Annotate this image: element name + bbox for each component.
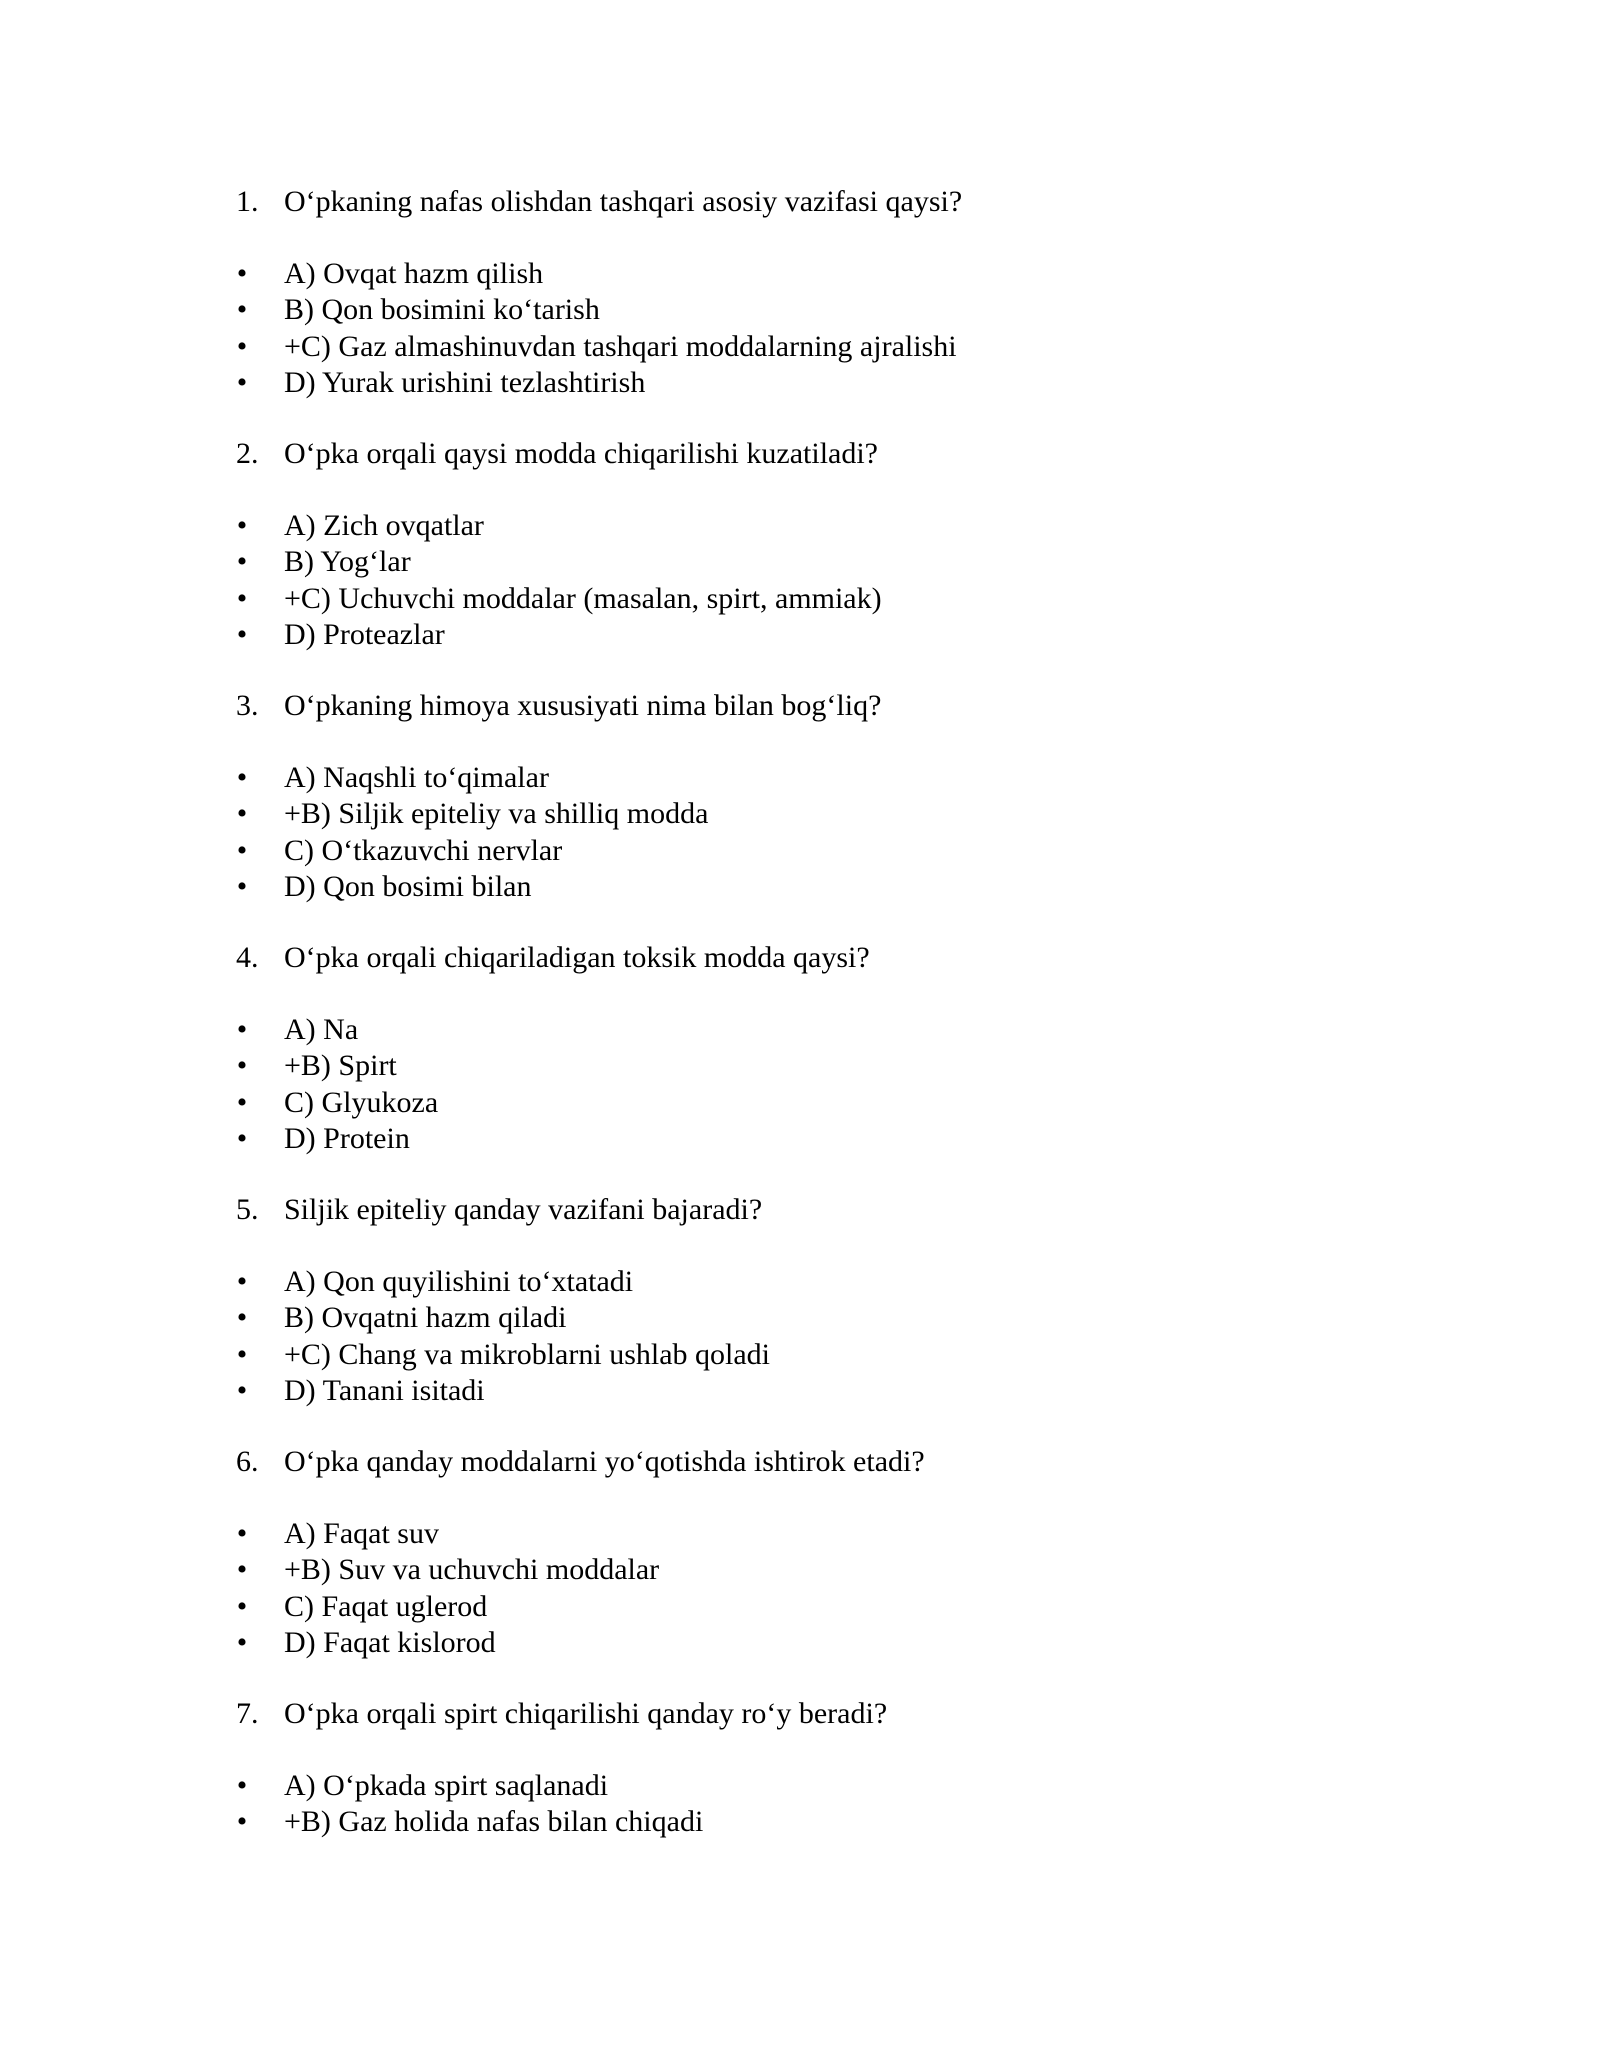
question-text: Siljik epiteliy qanday vazifani bajaradi?	[284, 1193, 763, 1226]
answer-option	[236, 1337, 1436, 1373]
bullet-icon: •	[236, 1049, 248, 1083]
bullet-icon: •	[236, 797, 248, 831]
answer-option-text: A) Zich ovqatlar	[284, 509, 484, 542]
question-line	[236, 436, 1436, 472]
question-line	[236, 940, 1436, 976]
answer-options	[236, 1012, 1436, 1157]
question-number: 5.	[236, 1193, 259, 1226]
answer-option	[236, 581, 1436, 617]
answer-option	[236, 292, 1436, 328]
answer-option	[236, 1552, 1436, 1588]
question-block-4	[236, 940, 1436, 1192]
answer-option-text: B) Qon bosimini ko‘tarish	[284, 293, 600, 327]
answer-option	[236, 1625, 1436, 1661]
bullet-icon: •	[236, 761, 248, 794]
bullet-icon: •	[236, 1553, 248, 1587]
bullet-icon: •	[236, 1301, 248, 1335]
question-number: 3.	[236, 689, 259, 722]
answer-options	[236, 256, 1436, 401]
answer-option	[236, 365, 1436, 401]
question-number: 1.	[236, 185, 259, 218]
bullet-icon: •	[236, 833, 248, 867]
answer-option	[236, 1589, 1436, 1625]
question-block-2	[236, 436, 1436, 688]
answer-option	[236, 544, 1436, 580]
answer-option	[236, 329, 1436, 365]
question-number: 6.	[236, 1445, 259, 1478]
question-line	[236, 688, 1436, 724]
answer-option-text: C) O‘tkazuvchi nervlar	[284, 833, 563, 867]
answer-option-text: +C) Chang va mikroblarni ushlab qoladi	[284, 1337, 771, 1371]
answer-option-text: D) Tanani isitadi	[284, 1373, 485, 1407]
bullet-icon: •	[236, 1769, 248, 1802]
bullet-icon: •	[236, 1085, 248, 1119]
bullet-icon: •	[236, 581, 248, 615]
bullet-icon: •	[236, 1589, 248, 1623]
question-number: 4.	[236, 941, 259, 974]
answer-option	[236, 256, 1436, 292]
answer-options	[236, 1516, 1436, 1661]
answer-option-text: D) Faqat kislorod	[284, 1625, 496, 1659]
question-text: O‘pka orqali chiqariladigan toksik modda qaysi?	[284, 941, 870, 974]
answer-option-text: D) Yurak urishini tezlashtirish	[284, 365, 646, 399]
question-text: O‘pka orqali qaysi modda chiqarilishi kuzatiladi?	[284, 437, 878, 470]
answer-option	[236, 869, 1436, 905]
answer-option-text: C) Faqat uglerod	[284, 1589, 488, 1623]
bullet-icon: •	[236, 365, 248, 399]
bullet-icon: •	[236, 869, 248, 903]
answer-option	[236, 1264, 1436, 1300]
answer-option-text: +B) Suv va uchuvchi moddalar	[284, 1553, 660, 1587]
answer-option-text: +C) Uchuvchi moddalar (masalan, spirt, ammiak)	[284, 581, 882, 615]
question-number: 2.	[236, 437, 259, 470]
answer-option-text: D) Qon bosimi bilan	[284, 869, 532, 903]
answer-options	[236, 508, 1436, 653]
answer-option	[236, 1048, 1436, 1084]
bullet-icon: •	[236, 509, 248, 542]
answer-option-text: A) O‘pkada spirt saqlanadi	[284, 1769, 609, 1802]
answer-option-text: D) Protein	[284, 1121, 410, 1155]
question-line	[236, 1696, 1436, 1732]
bullet-icon: •	[236, 1625, 248, 1659]
question-text: O‘pka qanday moddalarni yo‘qotishda ishtirok etadi?	[284, 1445, 925, 1478]
answer-option	[236, 1804, 1436, 1840]
answer-option-text: +C) Gaz almashinuvdan tashqari moddalarning ajralishi	[284, 329, 957, 363]
question-block-6	[236, 1444, 1436, 1696]
answer-option	[236, 1012, 1436, 1048]
question-block-5	[236, 1192, 1436, 1444]
answer-option	[236, 1300, 1436, 1336]
question-line	[236, 1444, 1436, 1480]
bullet-icon: •	[236, 545, 248, 579]
answer-options	[236, 760, 1436, 905]
answer-option	[236, 1768, 1436, 1804]
bullet-icon: •	[236, 1337, 248, 1371]
question-line	[236, 1192, 1436, 1228]
question-block-1	[236, 184, 1436, 436]
bullet-icon: •	[236, 257, 248, 290]
answer-option	[236, 1121, 1436, 1157]
answer-option	[236, 508, 1436, 544]
bullet-icon: •	[236, 1013, 248, 1046]
question-line	[236, 184, 1436, 220]
answer-option	[236, 760, 1436, 796]
bullet-icon: •	[236, 293, 248, 327]
answer-option	[236, 796, 1436, 832]
bullet-icon: •	[236, 329, 248, 363]
answer-option	[236, 833, 1436, 869]
answer-option-text: +B) Spirt	[284, 1049, 397, 1083]
answer-options	[236, 1768, 1436, 1841]
bullet-icon: •	[236, 1121, 248, 1155]
question-block-3	[236, 688, 1436, 940]
bullet-icon: •	[236, 617, 248, 651]
question-text: O‘pkaning nafas olishdan tashqari asosiy vazifasi qaysi?	[284, 185, 963, 218]
answer-option-text: +B) Gaz holida nafas bilan chiqadi	[284, 1805, 704, 1839]
answer-option-text: A) Faqat suv	[284, 1517, 439, 1550]
answer-option	[236, 1516, 1436, 1552]
question-list	[236, 184, 1436, 1948]
bullet-icon: •	[236, 1517, 248, 1550]
answer-option-text: B) Ovqatni hazm qiladi	[284, 1301, 567, 1335]
question-number: 7.	[236, 1697, 259, 1730]
question-block-7	[236, 1696, 1436, 1948]
answer-option-text: A) Ovqat hazm qilish	[284, 257, 544, 290]
answer-option	[236, 1373, 1436, 1409]
answer-option-text: B) Yog‘lar	[284, 545, 411, 579]
bullet-icon: •	[236, 1265, 248, 1298]
answer-option-text: D) Proteazlar	[284, 617, 445, 651]
bullet-icon: •	[236, 1373, 248, 1407]
answer-options	[236, 1264, 1436, 1409]
bullet-icon: •	[236, 1805, 248, 1839]
answer-option-text: A) Na	[284, 1013, 359, 1046]
answer-option	[236, 617, 1436, 653]
answer-option	[236, 1085, 1436, 1121]
answer-option-text: C) Glyukoza	[284, 1085, 439, 1119]
answer-option-text: A) Qon quyilishini to‘xtatadi	[284, 1265, 634, 1298]
answer-option-text: A) Naqshli to‘qimalar	[284, 761, 549, 794]
answer-option-text: +B) Siljik epiteliy va shilliq modda	[284, 797, 709, 831]
question-text: O‘pka orqali spirt chiqarilishi qanday ro‘y beradi?	[284, 1697, 888, 1730]
question-text: O‘pkaning himoya xususiyati nima bilan bog‘liq?	[284, 689, 882, 722]
